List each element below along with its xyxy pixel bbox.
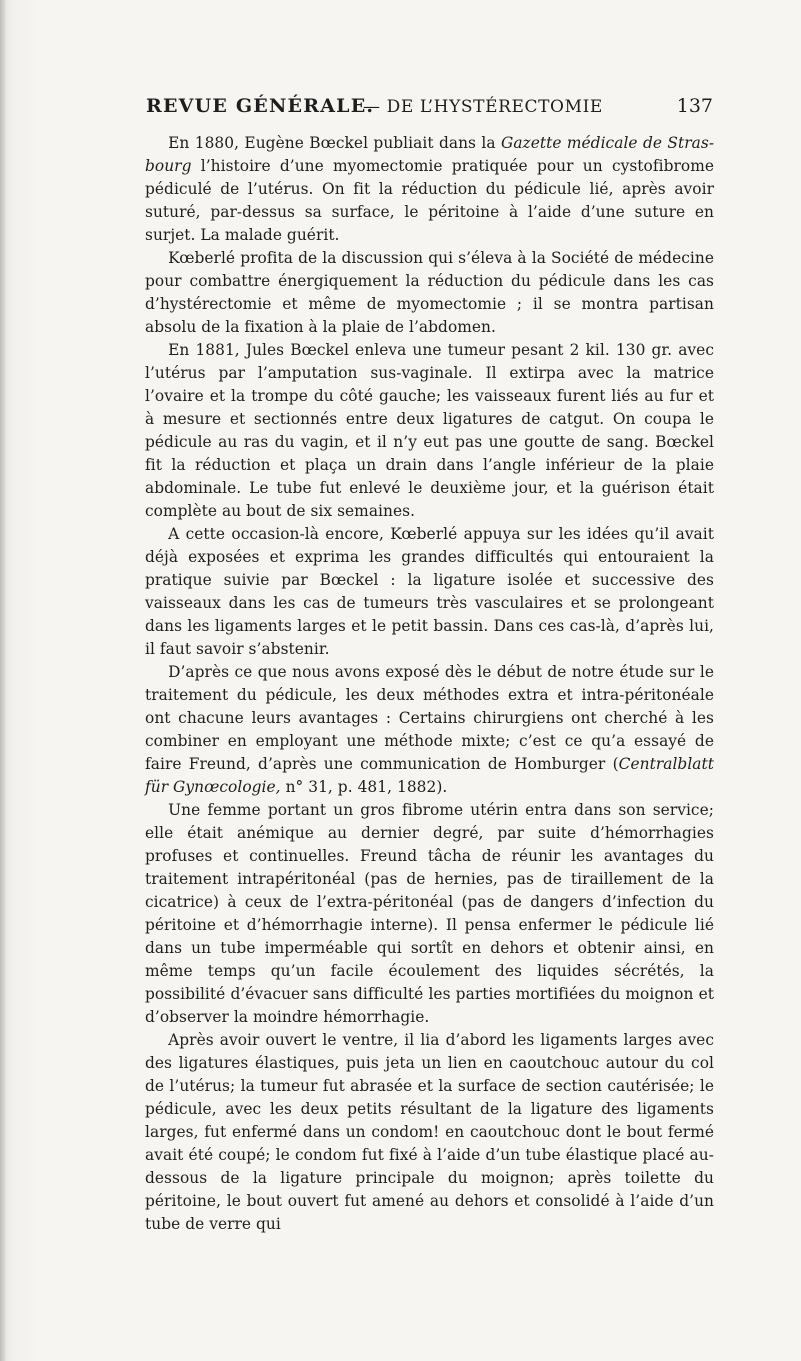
paragraph: Une femme portant un gros fibrome utérin entra dans son service; elle était anémique au dernier degré, par suite d’hémorrhagies profuses et continuelles. Freund tâcha de réunir les avantages du traitement intrapéritonéal (pas de hernies, pas de tiraillement de la cicatrice) à ceux de l’extra-péritonéal (pas de dangers d’infection du péritoine et d’hémorrhagie interne). Il pensa enfermer le pédicule lié dans un tube imperméable qui sortît en dehors et obtenir ainsi, en même temps qu’un facile écoulement des liquides sécrétés, la possibilité d’évacuer sans difficulté les parties mortifiées du moignon et d’observer la moindre hémorrhagie. <box>145 801 714 1026</box>
header-title: REVUE GÉNÉRALE. <box>146 95 375 117</box>
paragraph: D’après ce que nous avons exposé dès le début de notre étude sur le traitement du pédicule, les deux méthodes extra et intra-péritonéale ont chacune leurs avantages : Certains chirurgiens ont cherché à les combiner en employant une méthode mixte; c’est ce qu’a essayé de faire Freund, d’après une communication de Homburger (Centralblatt für Gynœcologie, n° 31, p. 481, 1882). <box>145 663 714 796</box>
running-header <box>146 95 713 123</box>
paragraph: En 1880, Eugène Bœckel publiait dans la Gazette médicale de Strasbourg l’histoire d’une myomectomie pratiquée pour un cystofibrome pédiculé de l’utérus. On fit la réduction du pédicule lié, après avoir suturé, par-dessus sa surface, le péritoine à l’aide d’une suture en surjet. La malade guérit. <box>145 134 715 244</box>
header-subtitle: — DE L’HYSTÉRECTOMIE <box>363 97 603 117</box>
paragraph: Après avoir ouvert le ventre, il lia d’abord les ligaments larges avec des ligatures élastiques, puis jeta un lien en caoutchouc autour du col de l’utérus; la tumeur fut abrasée et la surface de section cautérisée; le pédicule, avec les deux petits résultant de la ligature des ligaments larges, fut enfermé dans un condom! en caoutchouc dont le bout fermé avait été coupé; le condom fut fixé à l’aide d’un tube élastique placé au-dessous de la ligature principale du moignon; après toilette du péritoine, le bout ouvert fut amené au dehors et consolidé à l’aide d’un tube de verre qui <box>145 1031 714 1233</box>
paragraph: Kœberlé profita de la discussion qui s’éleva à la Société de médecine pour combattre énergiquement la réduction du pédicule dans les cas d’hystérectomie et même de myomectomie ; il se montra partisan absolu de la fixation à la plaie de l’abdomen. <box>145 249 714 336</box>
paragraph: En 1881, Jules Bœckel enleva une tumeur pesant 2 kil. 130 gr. avec l’utérus par l’amputation sus-vaginale. Il extirpa avec la matrice l’ovaire et la trompe du côté gauche; les vaisseaux furent liés au fur et à mesure et sectionnés entre deux ligatures de catgut. On coupa le pédicule au ras du vagin, et il n’y eut pas une goutte de sang. Bœckel fit la réduction et plaça un drain dans l’angle inférieur de la plaie abdominale. Le tube fut enlevé le deuxième jour, et la guérison était complète au bout de six semaines. <box>145 341 714 520</box>
article-body <box>145 132 714 1236</box>
page-edge <box>0 0 6 1361</box>
paragraph: A cette occasion-là encore, Kœberlé appuya sur les idées qu’il avait déjà exposées et exprima les grandes difficultés qui entouraient la pratique suivie par Bœckel : la ligature isolée et successive des vaisseaux dans les cas de tumeurs très vasculaires et se prolongeant dans les ligaments larges et le petit bassin. Dans ces cas-là, d’après lui, il faut savoir s’abstenir. <box>145 525 714 658</box>
page-number: 137 <box>676 95 713 117</box>
